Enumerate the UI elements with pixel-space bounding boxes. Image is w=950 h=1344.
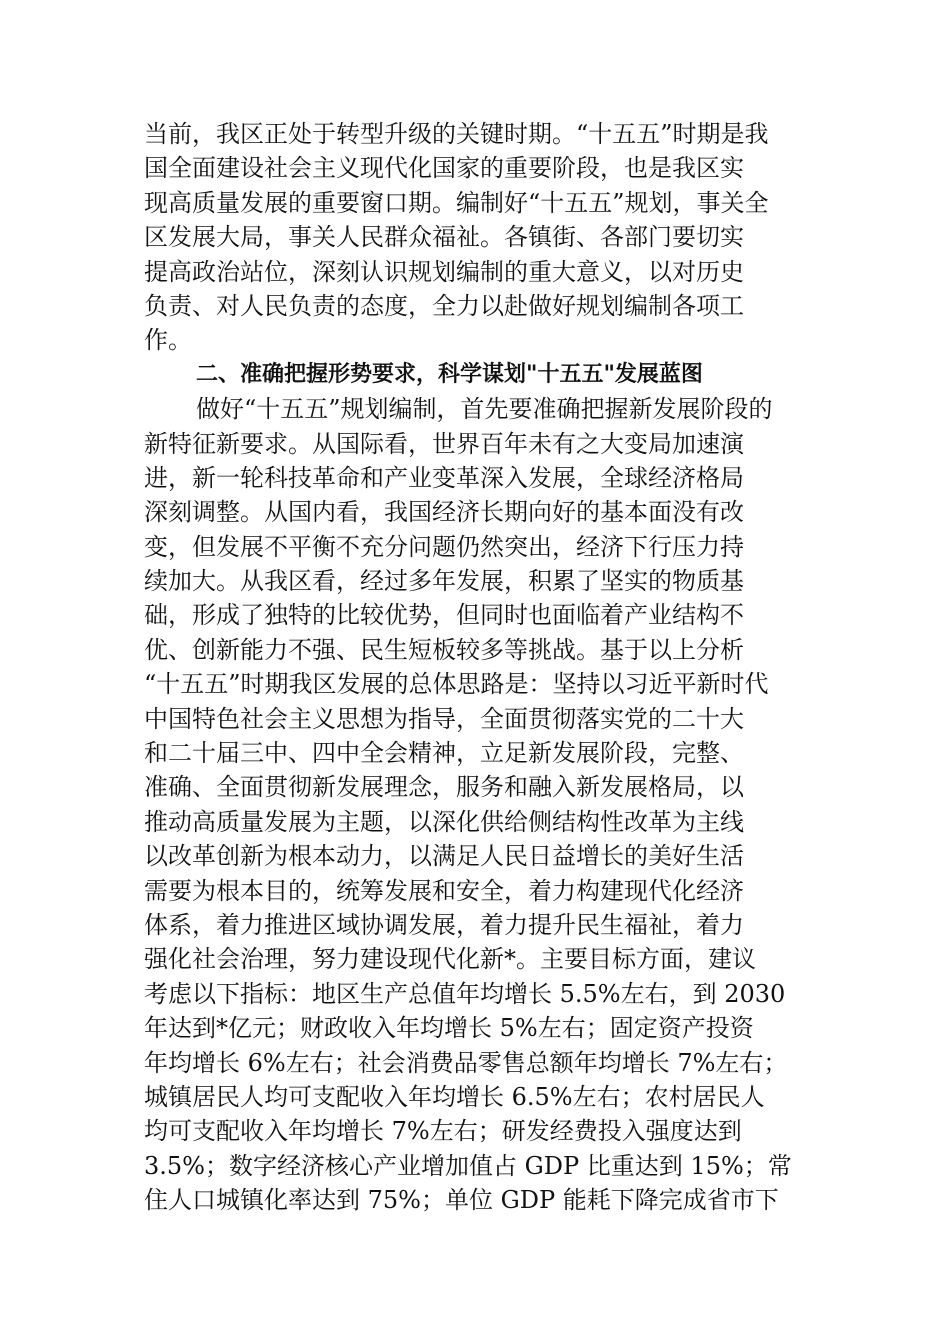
text-line: 负责、对人民负责的态度，全力以赴做好规划编制各项工 xyxy=(144,291,744,320)
text-line: 中国特色社会主义思想为指导，全面贯彻落实党的二十大 xyxy=(144,704,744,733)
paragraph-intro xyxy=(144,117,824,358)
text-line: 国全面建设社会主义现代化国家的重要阶段，也是我区实 xyxy=(144,154,744,183)
document-body xyxy=(144,117,824,1218)
text-line: 需要为根本目的，统筹发展和安全，着力构建现代化经济 xyxy=(144,876,744,905)
text-line: 提高政治站位，深刻认识规划编制的重大意义，以对历史 xyxy=(144,257,744,286)
text-line: 作。 xyxy=(144,326,192,355)
text-line: 变，但发展不平衡不充分问题仍然突出，经济下行压力持 xyxy=(144,532,744,561)
text-line: 均可支配收入年均增长 7%左右；研发经费投入强度达到 xyxy=(144,1117,742,1146)
text-line: 年达到*亿元；财政收入年均增长 5%左右；固定资产投资 xyxy=(144,1014,754,1043)
text-line: “十五五”时期我区发展的总体思路是：坚持以习近平新时代 xyxy=(144,670,769,699)
text-line: 以改革创新为根本动力，以满足人民日益增长的美好生活 xyxy=(144,842,744,871)
text-line: 和二十届三中、四中全会精神，立足新发展阶段，完整、 xyxy=(144,739,744,768)
text-line: 做好“十五五”规划编制，首先要准确把握新发展阶段的 xyxy=(196,395,773,424)
text-line: 体系，着力推进区域协调发展，着力提升民生福祉，着力 xyxy=(144,910,744,939)
text-line: 强化社会治理，努力建设现代化新*。主要目标方面，建议 xyxy=(144,945,756,974)
text-line: 优、创新能力不强、民生短板较多等挑战。基于以上分析 xyxy=(144,635,744,664)
text-line: 住人口城镇化率达到 75%；单位 GDP 能耗下降完成省市下 xyxy=(144,1186,779,1215)
text-line: 准确、全面贯彻新发展理念，服务和融入新发展格局，以 xyxy=(144,773,744,802)
text-line: 新特征新要求。从国际看，世界百年未有之大变局加速演 xyxy=(144,429,744,458)
text-line: 础，形成了独特的比较优势，但同时也面临着产业结构不 xyxy=(144,601,744,630)
section-heading: 二、准确把握形势要求，科学谋划"十五五"发展蓝图 xyxy=(196,361,703,387)
text-line: 续加大。从我区看，经过多年发展，积累了坚实的物质基 xyxy=(144,567,744,596)
text-line: 推动高质量发展为主题，以深化供给侧结构性改革为主线 xyxy=(144,807,744,836)
text-line: 区发展大局，事关人民群众福祉。各镇街、各部门要切实 xyxy=(144,223,744,252)
text-line: 考虑以下指标：地区生产总值年均增长 5.5%左右，到 2030 xyxy=(144,979,786,1008)
text-line: 城镇居民人均可支配收入年均增长 6.5%左右；农村居民人 xyxy=(144,1082,765,1111)
text-line: 当前，我区正处于转型升级的关键时期。“十五五”时期是我 xyxy=(144,120,769,148)
paragraph-main xyxy=(144,392,824,1217)
text-line: 年均增长 6%左右；社会消费品零售总额年均增长 7%左右； xyxy=(144,1048,788,1077)
text-line: 现高质量发展的重要窗口期。编制好“十五五”规划，事关全 xyxy=(144,188,769,217)
text-line: 进，新一轮科技革命和产业变革深入发展，全球经济格局 xyxy=(144,463,744,492)
text-line: 3.5%；数字经济核心产业增加值占 GDP 比重达到 15%；常 xyxy=(144,1151,792,1180)
text-line: 深刻调整。从国内看，我国经济长期向好的基本面没有改 xyxy=(144,498,744,527)
